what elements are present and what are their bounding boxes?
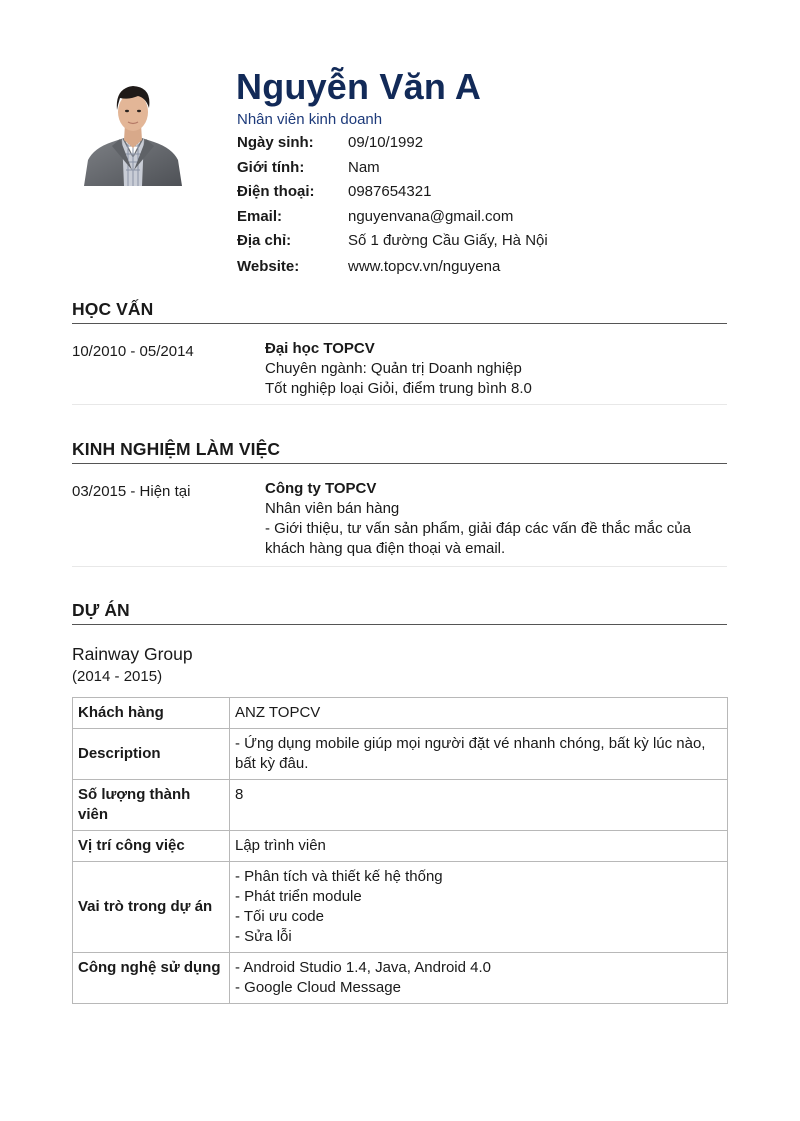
row-label: Khách hàng <box>73 698 230 729</box>
info-value: Số 1 đường Cầu Giấy, Hà Nội <box>348 232 548 249</box>
row-value <box>230 831 728 862</box>
info-row-email <box>237 208 548 226</box>
candidate-name: Nguyễn Văn A <box>236 66 482 107</box>
job-title: Nhân viên kinh doanh <box>237 111 383 128</box>
row-value <box>230 780 728 831</box>
row-label: Vị trí công việc <box>73 831 230 862</box>
row-value-line: - Android Studio 1.4, Java, Android 4.0 <box>235 959 492 976</box>
table-row <box>73 698 728 729</box>
table-row <box>73 862 728 953</box>
row-value-line: - Ứng dụng mobile giúp mọi người đặt vé nhanh chóng, bất kỳ lúc nào, bất kỳ đâu. <box>235 735 706 772</box>
info-row-address <box>237 232 548 250</box>
row-value-line: - Tối ưu code <box>235 908 324 925</box>
info-row-website <box>237 258 548 276</box>
info-value: Nam <box>348 158 380 176</box>
row-value <box>230 698 728 729</box>
info-value: nguyenvana@gmail.com <box>348 207 514 225</box>
section-divider <box>72 323 727 324</box>
row-value-line: Lập trình viên <box>235 837 326 854</box>
row-value-line: - Google Cloud Message <box>235 979 401 996</box>
row-label: Số lượng thành viên <box>73 780 230 831</box>
info-value: 0987654321 <box>348 183 432 200</box>
info-label: Ngày sinh: <box>237 134 314 151</box>
row-value-line: - Phân tích và thiết kế hệ thống <box>235 868 443 885</box>
table-row <box>73 780 728 831</box>
row-label: Vai trò trong dự án <box>73 862 230 953</box>
experience-period: 03/2015 - Hiện tại <box>72 483 191 500</box>
company-name: Công ty TOPCV <box>265 480 377 497</box>
profile-photo <box>82 76 184 186</box>
education-period: 10/2010 - 05/2014 <box>72 343 194 360</box>
projects-heading: DỰ ÁN <box>72 600 130 620</box>
personal-info <box>237 134 548 283</box>
info-row-gender <box>237 159 548 177</box>
row-label: Công nghệ sử dụng <box>73 953 230 1004</box>
project-period: (2014 - 2015) <box>72 668 163 685</box>
row-value-line: 8 <box>235 786 244 803</box>
info-row-phone <box>237 183 548 201</box>
education-entry <box>265 339 532 399</box>
info-label: Địa chỉ: <box>237 232 292 249</box>
experience-entry <box>265 479 695 559</box>
education-result: Tốt nghiệp loại Giỏi, điểm trung bình 8.0 <box>265 380 532 397</box>
info-value: www.topcv.vn/nguyena <box>348 258 501 275</box>
row-value <box>230 953 728 1004</box>
entry-divider <box>72 404 727 405</box>
info-label: Giới tính: <box>237 158 305 176</box>
table-row <box>73 729 728 780</box>
experience-description: - Giới thiệu, tư vấn sản phẩm, giải đáp các vấn đề thắc mắc của khách hàng qua điện thoại và email. <box>265 520 691 557</box>
info-value: 09/10/1992 <box>348 134 424 151</box>
section-divider <box>72 624 727 625</box>
school-name: Đại học TOPCV <box>265 340 375 357</box>
experience-position: Nhân viên bán hàng <box>265 500 400 517</box>
row-value-line: - Sửa lỗi <box>235 928 292 945</box>
education-major: Chuyên ngành: Quản trị Doanh nghiệp <box>265 360 522 377</box>
row-label: Description <box>73 729 230 780</box>
info-label: Website: <box>237 258 300 275</box>
row-value <box>230 729 728 780</box>
info-label: Email: <box>237 207 283 225</box>
info-row-birthdate <box>237 134 548 152</box>
education-heading: HỌC VẤN <box>72 299 154 319</box>
row-value <box>230 862 728 953</box>
entry-divider <box>72 566 727 567</box>
project-name: Rainway Group <box>72 644 193 664</box>
info-label: Điện thoại: <box>237 183 315 200</box>
project-table <box>72 697 728 1004</box>
experience-heading: KINH NGHIỆM LÀM VIỆC <box>72 439 281 459</box>
table-row <box>73 831 728 862</box>
row-value-line: ANZ TOPCV <box>235 704 321 721</box>
table-row <box>73 953 728 1004</box>
section-divider <box>72 463 727 464</box>
row-value-line: - Phát triển module <box>235 888 362 905</box>
